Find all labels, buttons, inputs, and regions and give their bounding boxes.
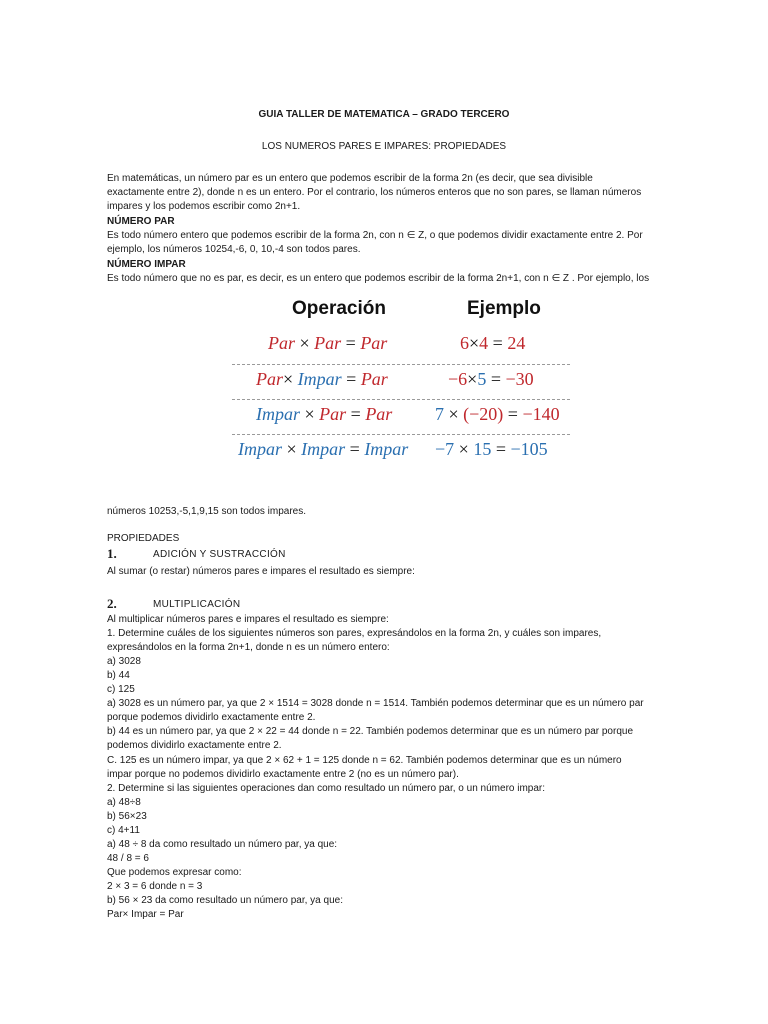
- numero-impar-line: Es todo número que no es par, es decir, es un entero que podemos escribir de la forma 2n+1, con n ∈ Z . Por ejemplo, los: [107, 273, 650, 284]
- section-title-multiplicacion: MULTIPLICACIÓN: [153, 599, 241, 610]
- body-line: porque podemos dividirlo exactamente entre 2.: [107, 712, 316, 723]
- table-row: Par × Par = Par 6×4 = 24: [268, 333, 526, 353]
- operations-table: [230, 292, 575, 467]
- body-line: 48 / 8 = 6: [107, 853, 149, 864]
- body-line: 2 × 3 = 6 donde n = 3: [107, 881, 203, 892]
- body-line: a) 48 ÷ 8 da como resultado un número par, ya que:: [107, 839, 338, 850]
- numero-impar-continuation: números 10253,-5,1,9,15 son todos impares.: [107, 506, 307, 517]
- section-title-adicion: ADICIÓN Y SUSTRACCIÓN: [153, 549, 286, 560]
- propiedades-heading: PROPIEDADES: [107, 533, 180, 544]
- section-number: 2.: [107, 596, 117, 611]
- body-line: a) 3028 es un número par, ya que 2 × 1514 = 3028 donde n = 1514. También podemos determinar que es un número par: [107, 698, 644, 709]
- section-text: Al sumar (o restar) números pares e impares el resultado es siempre:: [107, 566, 415, 577]
- table-header-operacion: Operación: [292, 298, 386, 319]
- numero-par-line: Es todo número entero que podemos escribir de la forma 2n, con n ∈ Z, o que podemos dividir exactamente entre 2. Por: [107, 230, 643, 241]
- body-line: 2. Determine si las siguientes operaciones dan como resultado un número par, o un número impar:: [107, 783, 546, 794]
- body-line: a) 48÷8: [107, 797, 141, 808]
- body-line: 1. Determine cuáles de los siguientes números son pares, expresándolos en la forma 2n, y cuáles son impares,: [107, 628, 602, 639]
- body-line: b) 56×23: [107, 811, 147, 822]
- body-line: impar porque no podemos dividirlo exactamente entre 2 (no es un número par).: [107, 769, 459, 780]
- intro-line: En matemáticas, un número par es un entero que podemos escribir de la forma 2n (es decir, que sea divisible: [107, 173, 593, 184]
- document-title: GUIA TALLER DE MATEMATICA – GRADO TERCERO: [258, 109, 510, 120]
- intro-line: impares y los podemos escribir como 2n+1.: [107, 201, 301, 212]
- body-line: podemos dividirlo exactamente entre 2.: [107, 740, 282, 751]
- body-line: c) 125: [107, 684, 135, 695]
- body-line: b) 44 es un número par, ya que 2 × 22 = 44 donde n = 22. También podemos determinar que es un número par porque: [107, 726, 634, 737]
- body-line: C. 125 es un número impar, ya que 2 × 62 + 1 = 125 donde n = 62. También podemos determinar que es un número: [107, 755, 622, 766]
- body-line: a) 3028: [107, 656, 141, 667]
- table-row: Par× Impar = Par −6×5 = −30: [256, 369, 534, 389]
- numero-impar-heading: NÚMERO IMPAR: [107, 259, 186, 270]
- document-subtitle: LOS NUMEROS PARES E IMPARES: PROPIEDADES: [261, 141, 507, 152]
- body-line: c) 4+11: [107, 825, 140, 836]
- body-line: b) 56 × 23 da como resultado un número par, ya que:: [107, 895, 343, 906]
- body-line: Par× Impar = Par: [107, 909, 184, 920]
- intro-line: exactamente entre 2), donde n es un entero. Por el contrario, los números enteros que no son pares, se llaman números: [107, 187, 642, 198]
- table-header-ejemplo: Ejemplo: [467, 298, 541, 319]
- body-line: expresándolos en la forma 2n+1, donde n es un número entero:: [107, 642, 390, 653]
- table-row: Impar × Impar = Impar −7 × 15 = −105: [238, 439, 548, 459]
- body-line: b) 44: [107, 670, 130, 681]
- body-line: Que podemos expresar como:: [107, 867, 242, 878]
- section-number: 1.: [107, 546, 117, 561]
- numero-par-line: ejemplo, los números 10254,-6, 0, 10,-4 son todos pares.: [107, 244, 361, 255]
- body-line: Al multiplicar números pares e impares el resultado es siempre:: [107, 614, 389, 625]
- table-row: Impar × Par = Par 7 × (−20) = −140: [256, 404, 560, 424]
- numero-par-heading: NÚMERO PAR: [107, 216, 175, 227]
